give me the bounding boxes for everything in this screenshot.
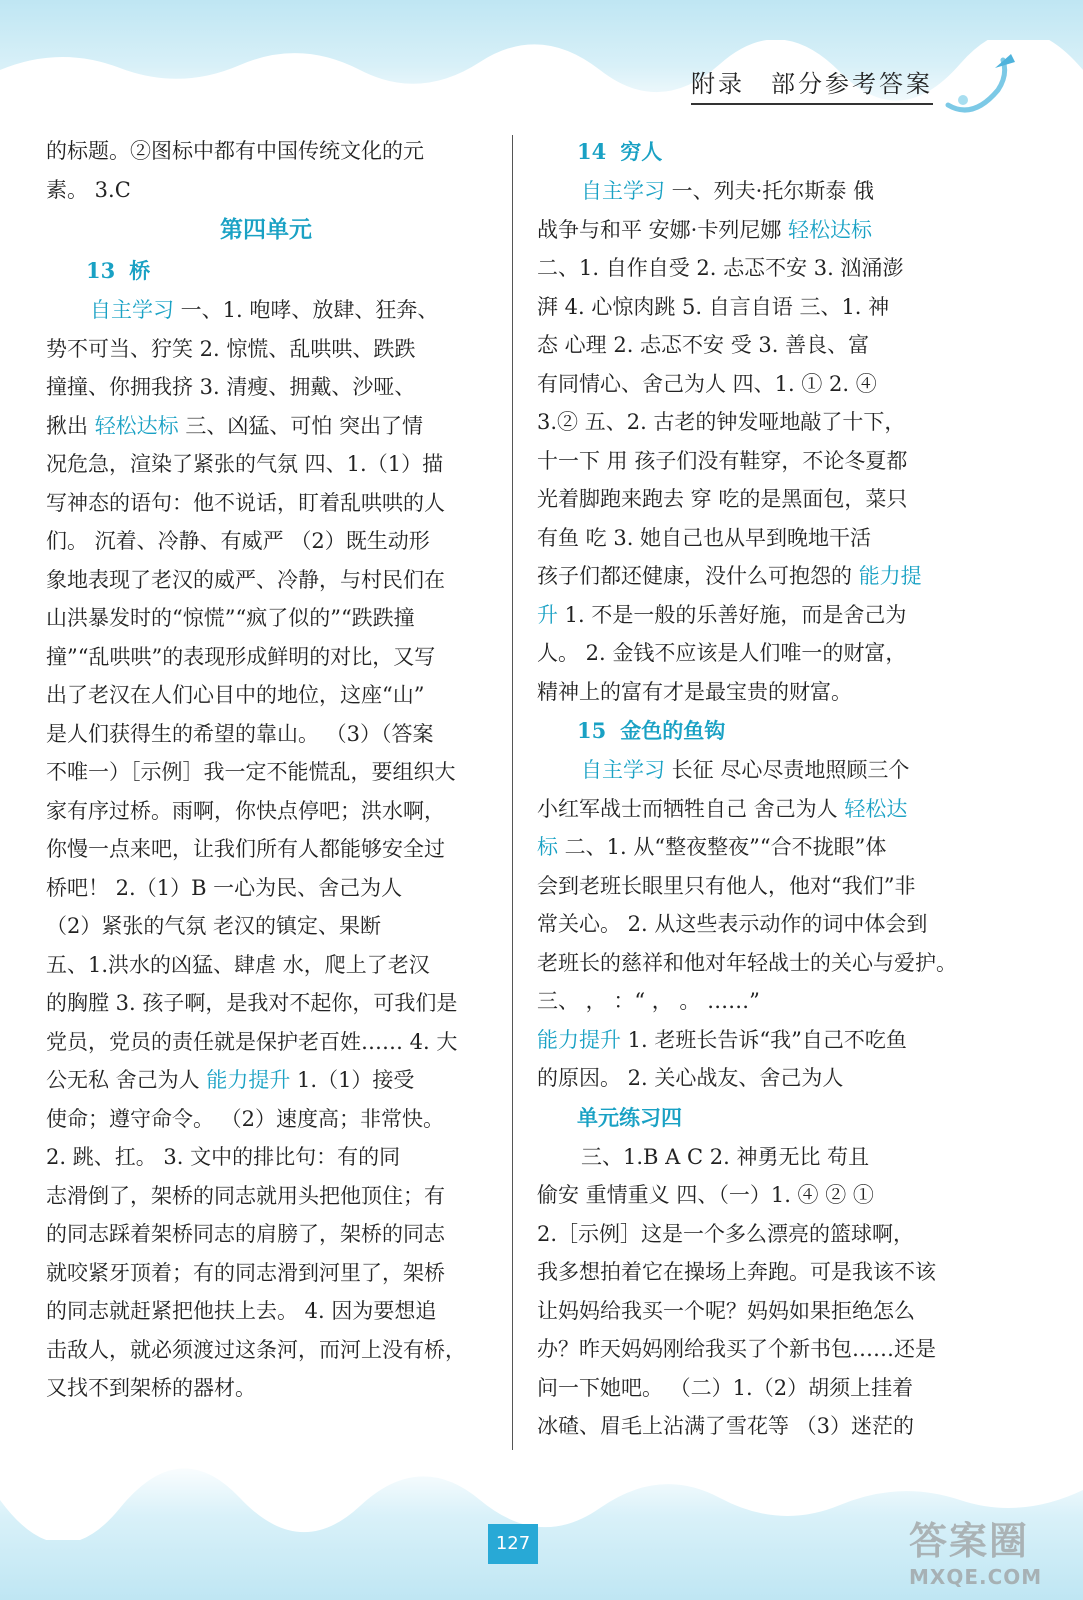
answer-line xyxy=(46,291,486,330)
section-tag: 能力提 xyxy=(858,564,922,588)
answer-text: 们。 沉着、冷静、有威严 （2）既生动形 xyxy=(46,529,430,553)
answer-text: 是人们获得生的希望的靠山。 （3）（答案 xyxy=(46,721,434,746)
page-number: 127 xyxy=(488,1524,538,1564)
answer-line xyxy=(537,634,983,673)
unit-heading xyxy=(46,209,486,251)
answer-text: 击敌人，就必须渡过这条河，而河上没有桥， xyxy=(46,1337,466,1362)
answer-text: 有同情心、舍己为人 四、1. ① 2. ④ xyxy=(537,371,877,396)
answer-line xyxy=(46,561,486,600)
answer-line xyxy=(46,638,486,677)
answer-line xyxy=(46,599,486,638)
answer-text: 撞”“乱哄哄”的表现形成鲜明的对比，又写 xyxy=(46,644,436,669)
answer-text: 志滑倒了，架桥的同志就用头把他顶住；有 xyxy=(46,1183,445,1208)
answer-line xyxy=(537,557,983,596)
answer-text: 穷人 xyxy=(620,139,663,164)
answer-text: 桥吧！ 2.（1）B 一心为民、舍己为人 xyxy=(46,875,403,900)
answer-text: 1.（1）接受 xyxy=(290,1068,415,1092)
answer-line xyxy=(537,1215,983,1254)
answer-line xyxy=(46,1331,486,1370)
answer-text: 揪出 xyxy=(46,413,95,438)
answer-text: 让妈妈给我买一个呢？妈妈如果拒绝怎么 xyxy=(537,1298,915,1323)
answer-text: 态 心理 2. 忐忑不安 受 3. 善良、富 xyxy=(537,333,870,357)
lesson-heading xyxy=(537,1098,983,1138)
answer-text: 的标题。②图标中都有中国传统文化的元 xyxy=(46,139,424,163)
answer-line xyxy=(46,1369,486,1408)
answer-line xyxy=(46,907,486,946)
answer-text: 1. 老班长告诉“我”自己不吃鱼 xyxy=(621,1027,907,1052)
answer-text: 光着脚跑来跑去 穿 吃的是黑面包，菜只 xyxy=(537,487,908,511)
answer-line xyxy=(46,946,486,985)
answer-line xyxy=(537,172,983,211)
answer-text: 3.② 五、2. 古老的钟发哑地敲了十下， xyxy=(537,410,906,434)
section-tag: 能力提升 xyxy=(537,1027,621,1052)
answer-text: 势不可当、狞笑 2. 惊慌、乱哄哄、跌跌 xyxy=(46,336,416,361)
answer-text: 会到老班长眼里只有他人，他对“我们”非 xyxy=(537,873,916,898)
answer-text: 撞撞、你拥我挤 3. 清瘦、拥戴、沙哑、 xyxy=(46,375,416,399)
answer-line xyxy=(46,1023,486,1062)
answer-text: 三、 ， ：“ ， 。 ……” xyxy=(537,989,760,1013)
answer-text: 况危急，渲染了紧张的气氛 四、1.（1）描 xyxy=(46,452,444,476)
answer-text: 素。 3.C xyxy=(46,177,131,202)
answer-line xyxy=(46,407,486,446)
answer-line xyxy=(46,1061,486,1100)
answer-line xyxy=(46,132,486,171)
lesson-number: 15 xyxy=(577,718,607,743)
answer-text: 一、1. 咆哮、放肆、狂奔、 xyxy=(174,298,439,322)
answer-text: 我多想拍着它在操场上奔跑。可是我该不该 xyxy=(537,1260,936,1284)
answer-text: 长征 尽心尽责地照顾三个 xyxy=(665,758,910,782)
section-tag: 轻松达 xyxy=(844,796,908,821)
answer-line xyxy=(46,715,486,754)
answer-line xyxy=(537,519,983,558)
answer-line xyxy=(537,790,983,829)
answer-line xyxy=(46,1254,486,1293)
watermark-logo xyxy=(909,1510,1059,1590)
lesson-number: 13 xyxy=(86,258,116,283)
answer-text: 使命；遵守命令。 （2）速度高；非常快。 xyxy=(46,1106,445,1131)
answer-text: 人。 2. 金钱不应该是人们唯一的财富， xyxy=(537,641,907,665)
answer-line xyxy=(537,1407,983,1446)
answer-text: 问一下她吧。 （二）1.（2）胡须上挂着 xyxy=(537,1375,914,1400)
answer-text: 湃 4. 心惊肉跳 5. 自言自语 三、1. 神 xyxy=(537,294,890,319)
answer-text: 小红军战士而牺牲自己 舍己为人 xyxy=(537,796,845,821)
answer-line xyxy=(537,1059,983,1098)
header-answers: 部分参考答案 xyxy=(771,70,933,98)
watermark-title: 答案圈 xyxy=(909,1519,1030,1563)
answer-text: 十一下 用 孩子们没有鞋穿，不论冬夏都 xyxy=(537,448,908,473)
answer-line xyxy=(537,944,983,983)
answer-text: 三、1.B A C 2. 神勇无比 苟且 xyxy=(581,1144,870,1169)
answer-line xyxy=(537,751,983,790)
answer-line xyxy=(46,445,486,484)
answer-text: 第四单元 xyxy=(220,216,312,243)
section-tag: 升 xyxy=(537,602,558,627)
answer-line xyxy=(537,326,983,365)
answer-text: 的同志踩着架桥同志的肩膀了，架桥的同志 xyxy=(46,1222,445,1246)
answer-text: 就咬紧牙顶着；有的同志滑到河里了，架桥 xyxy=(46,1260,445,1285)
answer-text: 老班长的慈祥和他对年轻战士的关心与爱护。 xyxy=(537,950,957,975)
answer-line xyxy=(46,753,486,792)
answer-line xyxy=(46,1215,486,1254)
answer-line xyxy=(46,984,486,1023)
answer-line xyxy=(537,1176,983,1215)
answer-text: （2）紧张的气氛 老汉的镇定、果断 xyxy=(46,914,382,938)
answer-text: 精神上的富有才是最宝贵的财富。 xyxy=(537,679,852,704)
answer-text: 办？昨天妈妈刚给我买了个新书包……还是 xyxy=(537,1337,936,1361)
answer-line xyxy=(537,905,983,944)
answer-text: 出了老汉在人们心目中的地位，这座“山” xyxy=(46,683,425,707)
pen-swirl-icon xyxy=(943,50,1023,120)
answer-line xyxy=(46,368,486,407)
answer-line xyxy=(46,676,486,715)
answer-text: 山洪暴发时的“惊慌”“疯了似的”“跌跌撞 xyxy=(46,606,415,630)
answer-line xyxy=(46,830,486,869)
answer-text: 单元练习四 xyxy=(577,1104,682,1130)
answer-line xyxy=(46,1292,486,1331)
section-tag: 自主学习 xyxy=(90,298,174,322)
answer-line xyxy=(537,1292,983,1331)
watermark-url: MXQE.COM xyxy=(909,1565,1043,1589)
section-tag: 标 xyxy=(537,835,558,859)
answer-text: 桥 xyxy=(129,258,151,283)
section-tag: 自主学习 xyxy=(581,758,665,782)
answer-text: 偷安 重情重义 四、（一）1. ④ ② ① xyxy=(537,1183,874,1207)
answer-line xyxy=(46,171,486,210)
answer-text: 不唯一）［示例］我一定不能慌乱，要组织大 xyxy=(46,760,456,784)
answer-text: 的胸膛 3. 孩子啊，是我对不起你，可我们是 xyxy=(46,991,458,1015)
lesson-heading xyxy=(46,251,486,291)
answer-text: 二、1. 从“整夜整夜”“合不拢眼”体 xyxy=(558,835,887,859)
answer-text: 战争与和平 安娜·卡列尼娜 xyxy=(537,217,789,242)
answer-line xyxy=(46,1138,486,1177)
answer-line xyxy=(537,442,983,481)
page-header xyxy=(691,64,933,105)
answer-text: 金色的鱼钩 xyxy=(620,718,726,743)
answer-line xyxy=(537,828,983,867)
answer-text: 象地表现了老汉的威严、冷静，与村民们在 xyxy=(46,567,445,592)
answer-line xyxy=(537,211,983,250)
answer-line xyxy=(537,982,983,1021)
answer-text: 一、列夫·托尔斯泰 俄 xyxy=(665,179,875,203)
answer-text: 冰碴、眉毛上沾满了雪花等 （3）迷茫的 xyxy=(537,1414,915,1438)
answer-text: 你慢一点来吧，让我们所有人都能够安全过 xyxy=(46,837,445,861)
answer-line xyxy=(537,249,983,288)
answer-line xyxy=(537,365,983,404)
answer-text: 常关心。 2. 从这些表示动作的词中体会到 xyxy=(537,912,928,936)
answer-line xyxy=(537,288,983,327)
lesson-number: 14 xyxy=(577,139,607,164)
section-tag: 自主学习 xyxy=(581,179,665,203)
answer-line xyxy=(537,673,983,712)
header-appendix: 附录 xyxy=(691,70,745,98)
answer-line xyxy=(537,1253,983,1292)
answer-text: 写神态的语句：他不说话，盯着乱哄哄的人 xyxy=(46,490,445,515)
answer-text: 党员，党员的责任就是保护老百姓…… 4. 大 xyxy=(46,1029,458,1054)
answer-text: 的原因。 2. 关心战友、舍己为人 xyxy=(537,1066,844,1090)
answer-text: 又找不到架桥的器材。 xyxy=(46,1376,256,1400)
lesson-heading xyxy=(537,711,983,751)
answer-line xyxy=(537,1021,983,1060)
answer-text: 公无私 舍己为人 xyxy=(46,1068,207,1092)
answer-line xyxy=(537,1330,983,1369)
answer-text: 的同志就赶紧把他扶上去。 4. 因为要想追 xyxy=(46,1299,437,1323)
answer-text: 2.［示例］这是一个多么漂亮的篮球啊， xyxy=(537,1221,915,1246)
answer-line xyxy=(537,596,983,635)
answer-line xyxy=(46,792,486,831)
answer-text: 三、凶猛、可怕 突出了情 xyxy=(178,413,424,438)
answer-text: 有鱼 吃 3. 她自己也从早到晚地干活 xyxy=(537,525,872,550)
answer-line xyxy=(46,1100,486,1139)
left-column xyxy=(46,132,486,1408)
column-divider xyxy=(512,135,513,1505)
section-tag: 轻松达标 xyxy=(94,413,179,438)
answer-line xyxy=(46,484,486,523)
answer-line xyxy=(537,867,983,906)
answer-line xyxy=(46,1177,486,1216)
answer-line xyxy=(537,403,983,442)
answer-line xyxy=(46,330,486,369)
answer-text: 孩子们都还健康，没什么可抱怨的 xyxy=(537,564,859,588)
answer-line xyxy=(46,522,486,561)
answer-line xyxy=(537,1138,983,1177)
right-column xyxy=(537,132,983,1484)
answer-line xyxy=(537,1369,983,1408)
section-tag: 轻松达标 xyxy=(788,217,873,242)
answer-text: 1. 不是一般的乐善好施，而是舍己为 xyxy=(558,602,907,627)
answer-text: 五、1.洪水的凶猛、肆虐 水，爬上了老汉 xyxy=(46,952,430,977)
answer-text: 家有序过桥。雨啊，你快点停吧；洪水啊， xyxy=(46,798,445,823)
answer-text: 二、1. 自作自受 2. 忐忑不安 3. 汹涌澎 xyxy=(537,256,904,280)
answer-line xyxy=(537,480,983,519)
lesson-heading xyxy=(537,132,983,172)
answer-text: 2. 跳、扛。 3. 文中的排比句：有的同 xyxy=(46,1145,401,1169)
answer-line xyxy=(46,869,486,908)
section-tag: 能力提升 xyxy=(206,1068,291,1092)
